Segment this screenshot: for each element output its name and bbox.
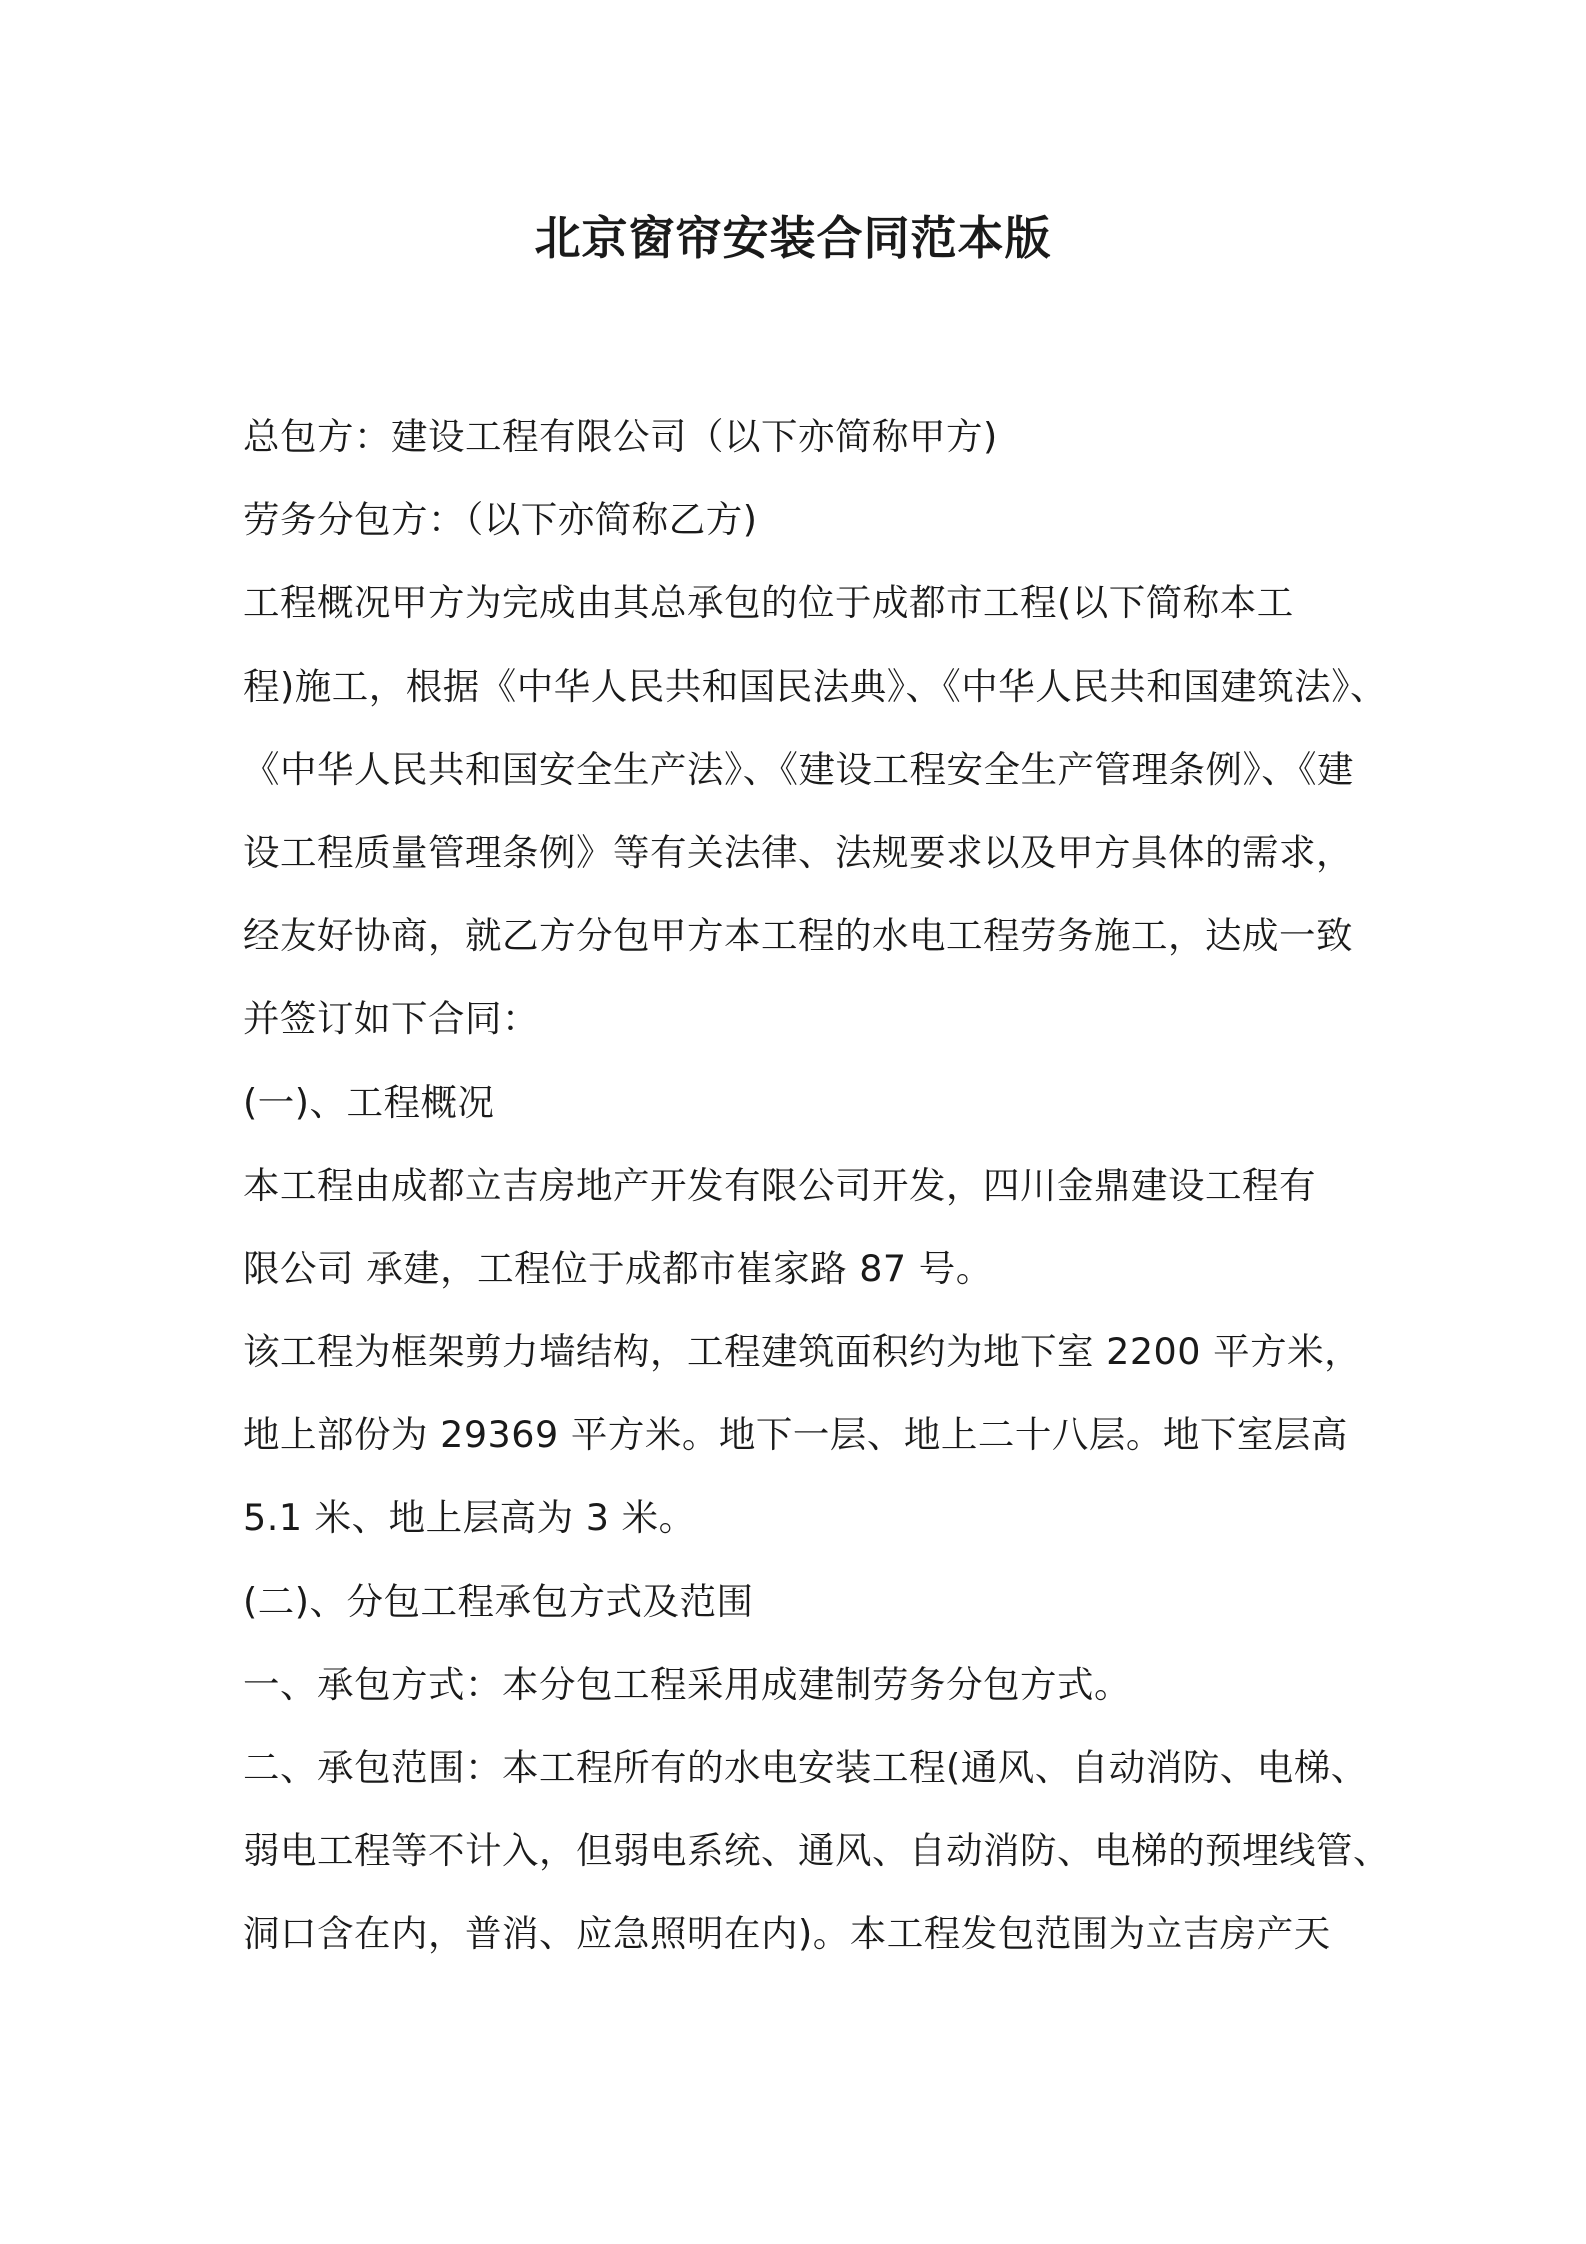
section-heading-1: (一)、工程概况 <box>243 1080 495 1124</box>
paragraph-line: 设工程质量管理条例》等有关法律、法规要求以及甲方具体的需求， <box>243 830 1353 874</box>
paragraph-line: 洞口含在内，普消、应急照明在内)。本工程发包范围为立吉房产天 <box>243 1912 1331 1956</box>
document-body <box>243 405 1390 1986</box>
paragraph-line: 工程概况甲方为完成由其总承包的位于成都市工程(以下简称本工 <box>243 581 1294 625</box>
paragraph-line: 地上部份为 29369 平方米。地下一层、地上二十八层。地下室层高 <box>243 1413 1348 1457</box>
paragraph-line: 弱电工程等不计入，但弱电系统、通风、自动消防、电梯的预埋线管、 <box>243 1829 1390 1873</box>
line-general-contractor: 总包方：建设工程有限公司（以下亦简称甲方) <box>243 415 998 458</box>
paragraph-line: 经友好协商，就乙方分包甲方本工程的水电工程劳务施工，达成一致 <box>243 914 1353 958</box>
paragraph-line: 该工程为框架剪力墙结构，工程建筑面积约为地下室 2200 平方米， <box>243 1330 1362 1374</box>
document-title: 北京窗帘安装合同范本版 <box>534 211 1052 265</box>
paragraph-line: 限公司 承建，工程位于成都市崔家路 87 号。 <box>243 1246 993 1290</box>
paragraph-line: 5.1 米、地上层高为 3 米。 <box>243 1496 696 1540</box>
line-labor-subcontractor: 劳务分包方：（以下亦简称乙方) <box>243 498 758 542</box>
paragraph-line: 本工程由成都立吉房地产开发有限公司开发，四川金鼎建设工程有 <box>243 1163 1316 1207</box>
paragraph-line: 《中华人民共和国安全生产法》、《建设工程安全生产管理条例》、《建 <box>243 747 1354 791</box>
clause-contract-scope: 二、承包范围：本工程所有的水电安装工程(通风、自动消防、电梯、 <box>243 1746 1368 1789</box>
paragraph-line: 并签订如下合同： <box>243 997 539 1041</box>
clause-contract-method: 一、承包方式：本分包工程采用成建制劳务分包方式。 <box>243 1662 1131 1706</box>
section-heading-2: (二)、分包工程承包方式及范围 <box>243 1579 754 1623</box>
paragraph-line: 程)施工，根据《中华人民共和国民法典》、《中华人民共和国建筑法》、 <box>243 664 1387 708</box>
